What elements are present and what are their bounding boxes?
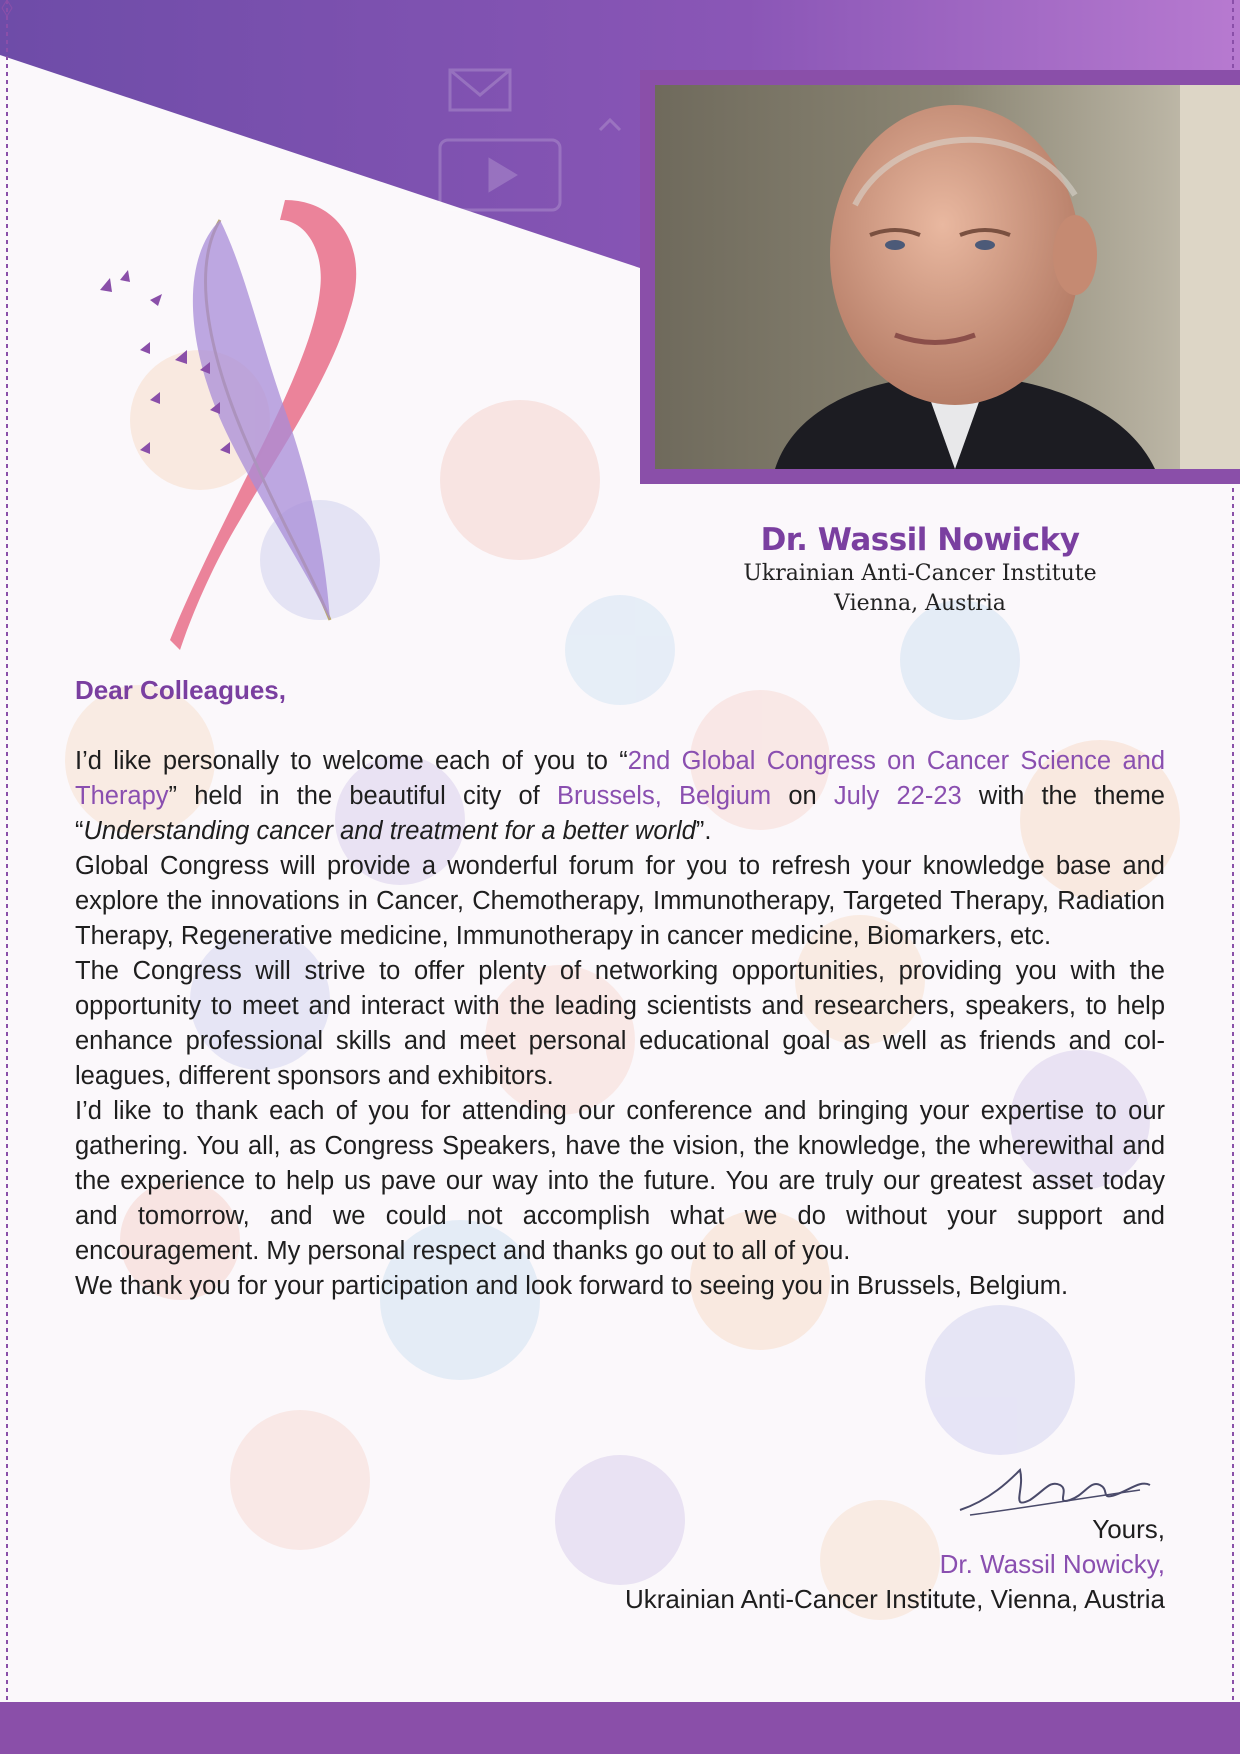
salutation: Dear Colleagues, <box>75 675 286 705</box>
closing-name: Dr. Wassil Nowicky, <box>939 1549 1165 1579</box>
text-span: I’d like personally to welcome each of you to “ <box>75 747 628 775</box>
speaker-affiliation: Ukrainian Anti-Cancer Institute <box>743 561 1097 586</box>
closing-affiliation: Ukrainian Anti-Cancer Institute, Vienna, Austria <box>624 1584 1165 1614</box>
left-decorative-border <box>0 0 14 1754</box>
awareness-ribbon-illustration <box>80 190 380 670</box>
congress-dates: July 22-23 <box>833 782 962 810</box>
speaker-name: Dr. Wassil Nowicky <box>760 522 1080 558</box>
text-span: ” held in the beautiful city of <box>168 782 557 810</box>
congress-title: 2nd Global Congress on Cancer Science and Therapy <box>75 747 1165 810</box>
portrait-photo <box>655 85 1240 469</box>
text-span: with the theme “ <box>75 782 1165 845</box>
closing-yours: Yours, <box>1092 1514 1165 1544</box>
speaker-location: Vienna, Austria <box>834 591 1006 616</box>
paragraph-networking: The Congress will strive to offer plenty of networking opportunities, providing you with the opportunity to meet and interact with the leading scientists and researchers, speakers, to help enhance professional skills and meet personal educational goal as well as friends and col-leagues, different sponsors and exhibitors. <box>75 957 1165 1090</box>
portrait-frame <box>640 70 1240 484</box>
paragraph-welcome <box>75 744 1165 849</box>
speaker-header <box>700 521 1140 619</box>
text-span: ”. <box>695 817 712 845</box>
letter-body <box>75 744 1165 1304</box>
paragraph-forum: Global Congress will provide a wonderful forum for you to refresh your knowledge base and explore the innovations in Cancer, Chemotherapy, Immunotherapy, Targeted Therapy, Radiation Therapy, Regenerative medicine, Immunotherapy in cancer medicine, Biomarkers, etc. <box>75 852 1165 950</box>
congress-location: Brussels, Belgium <box>556 782 772 810</box>
congress-theme: Understanding cancer and treatment for a better world <box>83 817 696 845</box>
paragraph-thanks: I’d like to thank each of you for attending our conference and bringing your expertise to our gathering. You all, as Congress Speakers, have the vision, the knowledge, the wherewithal and the experience to help us pave our way into the future. You are truly our greatest asset today and tomorrow, and we could not accomplish what we do without your support and encouragement. My personal respect and thanks go out to all of you. <box>75 1097 1165 1265</box>
footer-band <box>0 1702 1240 1754</box>
closing-block <box>625 1512 1165 1617</box>
paragraph-closing: We thank you for your participation and look forward to seeing you in Brussels, Belgium. <box>75 1272 1069 1300</box>
text-span: on <box>771 782 834 810</box>
